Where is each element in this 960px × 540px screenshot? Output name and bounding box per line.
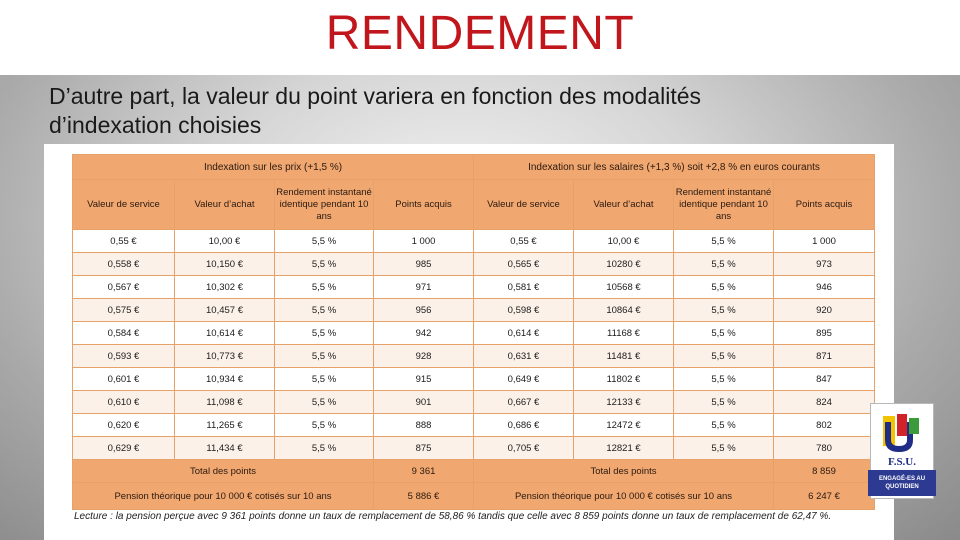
- column-header: Valeur de service: [474, 180, 574, 230]
- table-cell: 0,629 €: [73, 437, 175, 460]
- table-cell: 5,5 %: [275, 368, 374, 391]
- table-cell: 0,575 €: [73, 299, 175, 322]
- column-header: Valeur d’achat: [574, 180, 674, 230]
- table-cell: 5,5 %: [275, 391, 374, 414]
- lecture-note: Lecture : la pension perçue avec 9 361 points donne un taux de remplacement de 58,86 % tandis que celle avec 8 859 points donne un taux de remplacement de 62,47 %.: [74, 511, 832, 522]
- table-cell: 5,5 %: [275, 299, 374, 322]
- table-row: [73, 391, 875, 414]
- table-cell: 10,934 €: [175, 368, 275, 391]
- table-row: [73, 368, 875, 391]
- pension-label-right: Pension théorique pour 10 000 € cotisés sur 10 ans: [474, 483, 774, 510]
- table-cell: 5,5 %: [674, 345, 774, 368]
- table-cell: 5,5 %: [674, 253, 774, 276]
- table-cell: 10,302 €: [175, 276, 275, 299]
- table-row: [73, 230, 875, 253]
- group-header-salaires: Indexation sur les salaires (+1,3 %) soit +2,8 % en euros courants: [474, 155, 875, 180]
- total-label-right: Total des points: [474, 460, 774, 483]
- table-cell: 5,5 %: [674, 276, 774, 299]
- table-cell: 5,5 %: [674, 391, 774, 414]
- table-cell: 10,614 €: [175, 322, 275, 345]
- table-cell: 11,265 €: [175, 414, 275, 437]
- table-cell: 10,457 €: [175, 299, 275, 322]
- table-cell: 11481 €: [574, 345, 674, 368]
- pension-value-right: 6 247 €: [774, 483, 875, 510]
- table-cell: 5,5 %: [275, 253, 374, 276]
- column-header: Rendement instantané identique pendant 10 ans: [275, 180, 374, 230]
- table-row: [73, 345, 875, 368]
- table-cell: 5,5 %: [674, 322, 774, 345]
- table-cell: 871: [774, 345, 875, 368]
- table-cell: 10568 €: [574, 276, 674, 299]
- table-row: [73, 253, 875, 276]
- pension-label-left: Pension théorique pour 10 000 € cotisés sur 10 ans: [73, 483, 374, 510]
- table-cell: 5,5 %: [674, 414, 774, 437]
- fsu-emblem-icon: [879, 410, 925, 456]
- logo-name: F.S.U.: [887, 456, 917, 468]
- table-cell: 12472 €: [574, 414, 674, 437]
- slide-subtitle: D’autre part, la valeur du point variera en fonction des modalités d’indexation choisies: [49, 83, 702, 138]
- table-cell: 847: [774, 368, 875, 391]
- pension-value-left: 5 886 €: [374, 483, 474, 510]
- table-cell: 888: [374, 414, 474, 437]
- column-header: Points acquis: [774, 180, 875, 230]
- slide-title: RENDEMENT: [325, 7, 635, 60]
- table-cell: 10,00 €: [574, 230, 674, 253]
- table-cell: 12821 €: [574, 437, 674, 460]
- table-cell: 11802 €: [574, 368, 674, 391]
- table-cell: 956: [374, 299, 474, 322]
- table-cell: 5,5 %: [674, 299, 774, 322]
- table-cell: 971: [374, 276, 474, 299]
- table-cell: 942: [374, 322, 474, 345]
- table-cell: 5,5 %: [275, 345, 374, 368]
- table-cell: 5,5 %: [275, 230, 374, 253]
- table-cell: 11168 €: [574, 322, 674, 345]
- table-cell: 5,5 %: [674, 437, 774, 460]
- table-cell: 0,567 €: [73, 276, 175, 299]
- table-cell: 928: [374, 345, 474, 368]
- table-cell: 5,5 %: [275, 437, 374, 460]
- table-cell: 0,705 €: [474, 437, 574, 460]
- table-cell: 10,150 €: [175, 253, 275, 276]
- table-cell: 10,773 €: [175, 345, 275, 368]
- table-cell: 0,55 €: [73, 230, 175, 253]
- table-cell: 0,601 €: [73, 368, 175, 391]
- table-cell: 0,55 €: [474, 230, 574, 253]
- table-cell: 0,565 €: [474, 253, 574, 276]
- table-cell: 0,667 €: [474, 391, 574, 414]
- total-label-left: Total des points: [73, 460, 374, 483]
- table-cell: 0,686 €: [474, 414, 574, 437]
- table-cell: 780: [774, 437, 875, 460]
- table-cell: 0,610 €: [73, 391, 175, 414]
- table-cell: 0,614 €: [474, 322, 574, 345]
- table-cell: 11,098 €: [175, 391, 275, 414]
- table-cell: 920: [774, 299, 875, 322]
- total-value-left: 9 361: [374, 460, 474, 483]
- table-cell: 875: [374, 437, 474, 460]
- table-cell: 5,5 %: [275, 414, 374, 437]
- table-cell: 0,620 €: [73, 414, 175, 437]
- total-value-right: 8 859: [774, 460, 875, 483]
- table-cell: 5,5 %: [674, 368, 774, 391]
- table-cell: 10280 €: [574, 253, 674, 276]
- rendement-table: [72, 154, 875, 510]
- table-cell: 946: [774, 276, 875, 299]
- table-cell: 1 000: [374, 230, 474, 253]
- table-cell: 895: [774, 322, 875, 345]
- table-cell: 0,598 €: [474, 299, 574, 322]
- table-cell: 5,5 %: [674, 230, 774, 253]
- logo-tagline: ENGAGÉ-ES AU QUOTIDIEN: [878, 476, 926, 490]
- table-cell: 0,558 €: [73, 253, 175, 276]
- table-cell: 5,5 %: [275, 322, 374, 345]
- table-cell: 11,434 €: [175, 437, 275, 460]
- table-cell: 824: [774, 391, 875, 414]
- table-cell: 5,5 %: [275, 276, 374, 299]
- table-cell: 915: [374, 368, 474, 391]
- table-row: [73, 322, 875, 345]
- column-header: Valeur de service: [73, 180, 175, 230]
- table-cell: 1 000: [774, 230, 875, 253]
- table-cell: 12133 €: [574, 391, 674, 414]
- table-cell: 10,00 €: [175, 230, 275, 253]
- logo-tagline-band: [868, 470, 936, 496]
- table-cell: 985: [374, 253, 474, 276]
- column-header: Points acquis: [374, 180, 474, 230]
- column-header: Rendement instantané identique pendant 10 ans: [674, 180, 774, 230]
- table-cell: 0,593 €: [73, 345, 175, 368]
- table-cell: 0,649 €: [474, 368, 574, 391]
- table-row: [73, 276, 875, 299]
- table-cell: 802: [774, 414, 875, 437]
- table-cell: 973: [774, 253, 875, 276]
- group-header-prix: Indexation sur les prix (+1,5 %): [73, 155, 474, 180]
- table-cell: 0,631 €: [474, 345, 574, 368]
- table-cell: 10864 €: [574, 299, 674, 322]
- table-cell: 901: [374, 391, 474, 414]
- table-row: [73, 414, 875, 437]
- table-cell: 0,581 €: [474, 276, 574, 299]
- table-row: [73, 299, 875, 322]
- table-row: [73, 437, 875, 460]
- table-cell: 0,584 €: [73, 322, 175, 345]
- column-header: Valeur d’achat: [175, 180, 275, 230]
